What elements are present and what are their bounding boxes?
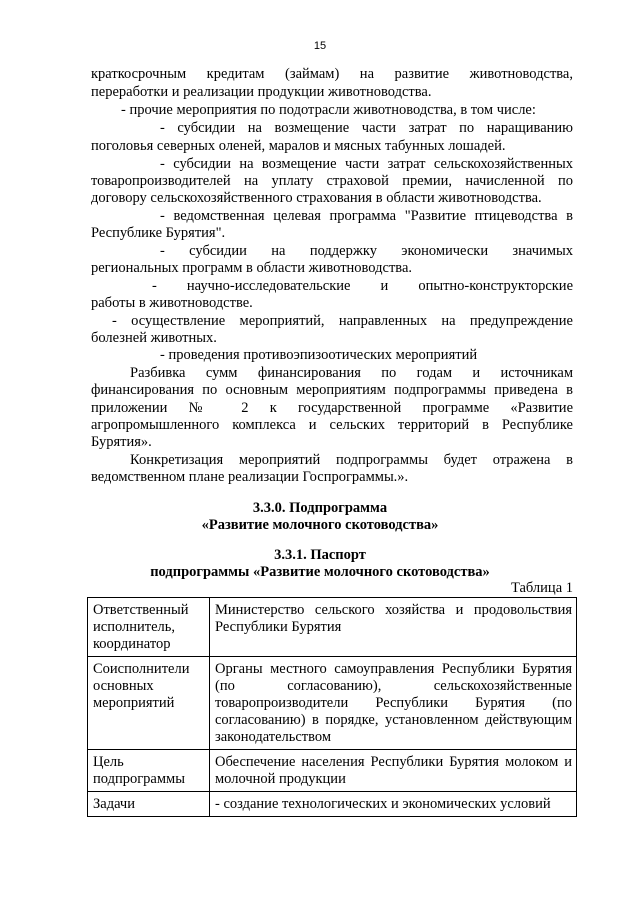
body-line: переработки и реализации продукции животноводства. [91,84,432,100]
body-line: финансирования по основным мероприятиям подпрограммы приведена в [91,382,573,398]
body-line: - субсидии на поддержку экономически значимых [160,243,573,259]
body-line: - прочие мероприятия по подотрасли животноводства, в том числе: [121,102,536,118]
row-label: Ответственный исполнитель, координатор [88,598,210,657]
subprogram-title-heading: «Развитие молочного скотоводства» [201,517,439,533]
row-label: Задачи [88,792,210,817]
body-line: Бурятия». [91,434,152,450]
body-line: - субсидии на возмещение части затрат по наращиванию [160,120,573,136]
row-value: Министерство сельского хозяйства и продовольствия Республики Бурятия [210,598,577,657]
row-value: - создание технологических и экономических условий [210,792,577,817]
body-line: - научно-исследовательские и опытно-конструкторские [152,278,573,294]
body-line: приложении № 2 к государственной программе «Развитие [91,400,573,416]
body-line: - ведомственная целевая программа "Развитие птицеводства в [160,208,573,224]
body-line: - проведения противоэпизоотических мероприятий [160,347,478,363]
body-line: поголовья северных оленей, маралов и мясных табунных лошадей. [91,138,506,154]
table-row [88,657,577,750]
body-line: Разбивка сумм финансирования по годам и источникам [130,365,573,381]
table-row [88,792,577,817]
passport-title-heading: подпрограммы «Развитие молочного скотоводства» [150,564,490,580]
body-line: Конкретизация мероприятий подпрограммы будет отражена в [130,452,573,468]
page-number: 15 [313,40,327,52]
body-line: Республике Бурятия". [91,225,226,241]
body-line: - осуществление мероприятий, направленных на предупреждение [112,313,573,329]
body-line: - субсидии на возмещение части затрат сельскохозяйственных [160,156,573,172]
row-value: Органы местного самоуправления Республики Бурятия (по согласованию), сельскохозяйственные товаропроизводители Республики Бурятия (по согласованию) в порядке, установленном действующим законодательством [210,657,577,750]
body-line: договору сельскохозяйственного страхования в области животноводства. [91,190,542,206]
table-caption: Таблица 1 [510,580,573,596]
subprogram-number-heading: 3.3.0. Подпрограмма [252,500,388,516]
body-line: товаропроизводителей на уплату страховой премии, начисленной по [91,173,573,189]
body-line: агропромышленного комплекса и сельских территорий в Республике [91,417,573,433]
body-line: региональных программ в области животноводства. [91,260,413,276]
passport-table [87,597,577,817]
row-value: Обеспечение населения Республики Бурятия молоком и молочной продукции [210,750,577,792]
table-row [88,750,577,792]
body-line: ведомственном плане реализации Госпрограммы.». [91,469,409,485]
body-line: краткосрочным кредитам (займам) на развитие животноводства, [91,66,573,82]
row-label: Соисполнители основных мероприятий [88,657,210,750]
row-label: Цель подпрограммы [88,750,210,792]
body-line: болезней животных. [91,330,217,346]
table-row [88,598,577,657]
body-line: работы в животноводстве. [91,295,253,311]
passport-number-heading: 3.3.1. Паспорт [274,547,366,563]
